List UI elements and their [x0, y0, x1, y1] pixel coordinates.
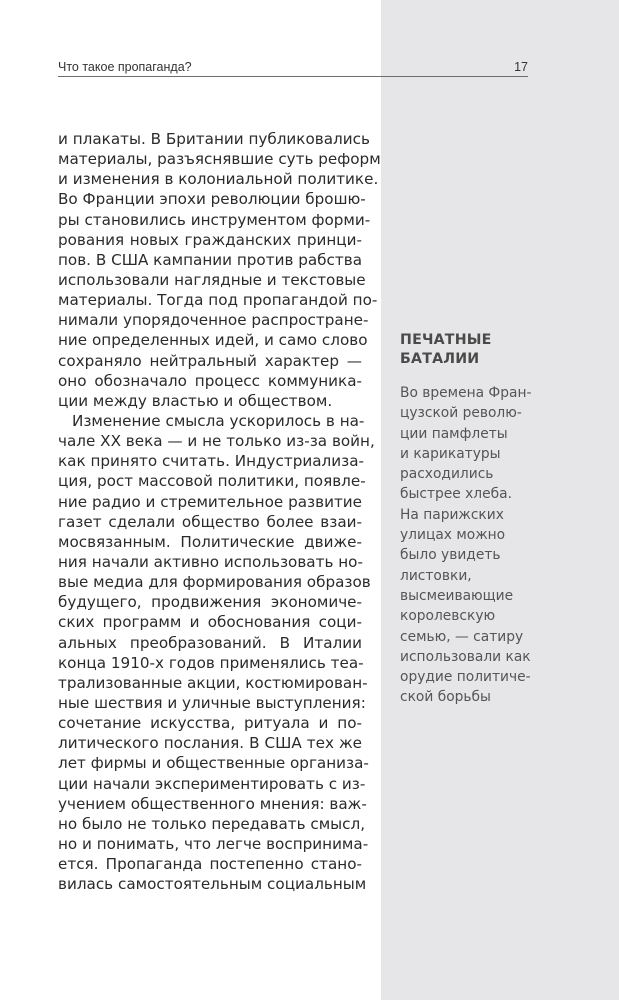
text-line: конца 1910-х годов применялись теа-: [58, 653, 364, 672]
sidebar-line: цузской револю-: [400, 405, 522, 422]
running-title: Что такое пропаганда?: [58, 60, 192, 74]
text-line: нимали упорядоченное распростране-: [58, 311, 369, 330]
main-text-column: [58, 129, 381, 894]
text-line: вые медиа для формирования образов: [58, 573, 371, 592]
text-line: оно обозначало процесс коммуника-: [58, 371, 362, 390]
text-line: ры становились инструментом форми-: [58, 210, 371, 229]
sidebar-line: ции памфлеты: [400, 425, 508, 442]
text-line: сохраняло нейтральный характер —: [58, 351, 362, 370]
sidebar-line: семью, — сатиру: [400, 628, 524, 645]
sidebar-body: [400, 383, 600, 708]
text-line: будущего, продвижения экономиче-: [58, 593, 362, 612]
text-line: трализованные акции, костюмирован-: [58, 673, 368, 692]
sidebar-line: королевскую: [400, 608, 496, 625]
text-line: ние определенных идей, и само слово: [58, 331, 368, 350]
sidebar-title-line: ПЕЧАТНЫЕ: [400, 332, 492, 348]
sidebar-line: улицах можно: [400, 527, 506, 544]
text-line: литического послания. В США тех же: [58, 734, 362, 753]
text-line: рования новых гражданских принци-: [58, 230, 362, 249]
sidebar-line: На парижских: [400, 506, 504, 523]
text-line: пов. В США кампании против рабства: [58, 250, 362, 269]
text-line: но было не только передавать смысл,: [58, 814, 366, 833]
text-line: мосвязанным. Политические движе-: [58, 532, 362, 551]
text-line: сочетание искусства, ритуала и по-: [58, 714, 362, 733]
text-line: как принято считать. Индустриализа-: [58, 452, 364, 471]
sidebar-line: было увидеть: [400, 547, 501, 564]
text-line: ских программ и обоснования соци-: [58, 613, 362, 632]
text-line: ния начали активно использовать но-: [58, 552, 363, 571]
sidebar-line: листовки,: [400, 567, 472, 584]
text-line: материалы. Тогда под пропагандой по-: [58, 291, 378, 310]
sidebar-title-line: БАТАЛИИ: [400, 351, 480, 367]
text-line: и изменения в колониальной политике.: [58, 170, 379, 189]
sidebar-title: [400, 331, 600, 369]
sidebar-line: использовали как: [400, 648, 531, 665]
text-line: вилась самостоятельным социальным: [58, 875, 367, 894]
text-line: Во Франции эпохи революции брошю-: [58, 190, 366, 209]
text-line: ные шествия и уличные выступления:: [58, 693, 366, 712]
text-line: и плакаты. В Британии публиковались: [58, 130, 370, 148]
text-line: лет фирмы и общественные организа-: [58, 754, 369, 773]
sidebar-line: ской борьбы: [400, 689, 491, 706]
sidebar-line: орудие политиче-: [400, 669, 531, 686]
text-line: чале XX века — и не только из-за войн,: [58, 432, 375, 451]
text-line: ется. Пропаганда постепенно стано-: [58, 855, 362, 874]
text-line: Изменение смысла ускорилось в на-: [72, 411, 365, 430]
page-number: 17: [514, 60, 528, 74]
text-line: но и понимать, что легче воспринима-: [58, 834, 369, 853]
text-line: ция, рост массовой политики, появле-: [58, 472, 366, 491]
text-line: учением общественного мнения: важ-: [58, 794, 367, 813]
text-line: материалы, разъяснявшие суть реформ: [58, 150, 381, 169]
sidebar-note: [400, 331, 600, 708]
sidebar-line: Во времена Фран-: [400, 385, 532, 401]
text-line: ние радио и стремительное развитие: [58, 492, 362, 511]
sidebar-line: расходились: [400, 466, 494, 483]
text-line: альных преобразований. В Италии: [58, 633, 362, 652]
text-line: ции начали экспериментировать с из-: [58, 774, 366, 793]
sidebar-line: высмеивающие: [400, 587, 514, 604]
text-line: газет сделали общество более взаи-: [58, 512, 362, 531]
text-line: использовали наглядные и текстовые: [58, 270, 366, 289]
sidebar-line: быстрее хлеба.: [400, 486, 512, 503]
running-header: [58, 60, 528, 77]
sidebar-line: и карикатуры: [400, 445, 501, 462]
text-line: ции между властью и обществом.: [58, 391, 333, 410]
